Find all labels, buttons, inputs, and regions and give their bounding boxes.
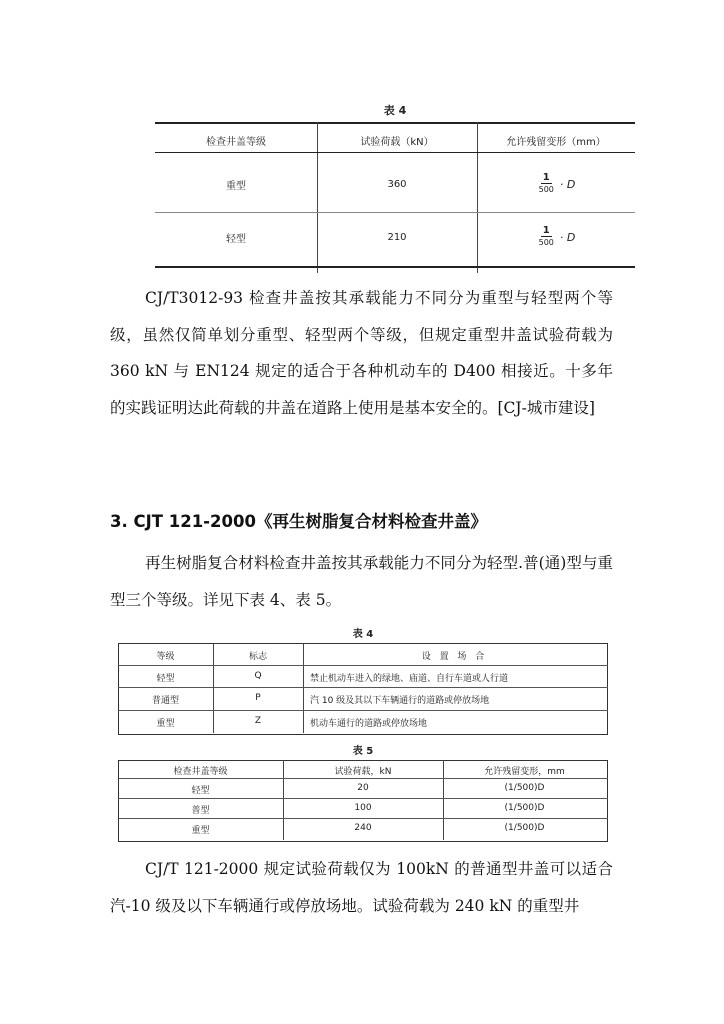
- row-usage: 机动车通行的道路或停放场地: [310, 719, 428, 729]
- row-deformation: (1/500)D: [504, 823, 545, 833]
- table-caption: 表 5: [352, 746, 374, 757]
- row-mark: Z: [254, 716, 262, 726]
- header-deformation: 允许残留变形（mm）: [506, 137, 606, 148]
- table-5-loads: [118, 742, 608, 842]
- paragraph-intro: 再生树脂复合材料检查井盖按其承载能力不同分为轻型.普(通)型与重型三个等级。详见下表 4、表 5。: [110, 554, 613, 609]
- row-grade: 轻型: [156, 674, 175, 684]
- row-grade: 普型: [191, 806, 210, 816]
- row-mark: P: [255, 693, 261, 703]
- row-deformation: $\frac{1}{500}$ · D: [538, 225, 576, 247]
- row-grade: 轻型: [226, 234, 246, 245]
- paragraph-cjt121: CJ/T 121-2000 规定试验荷载仅为 100kN 的普通型井盖可以适合汽-10 级及以下车辆通行或停放场地。试验荷载为 240 kN 的重型井: [110, 860, 613, 915]
- row-deformation: (1/500)D: [504, 803, 545, 813]
- row-load: 360: [387, 179, 407, 190]
- header-deformation: 允许残留变形，mm: [484, 767, 565, 777]
- row-load: 100: [354, 803, 372, 813]
- row-load: 210: [387, 232, 407, 243]
- row-grade: 重型: [191, 826, 210, 836]
- row-load: 240: [354, 823, 372, 833]
- header-grade: 检查井盖等级: [206, 137, 266, 148]
- row-grade: 重型: [156, 719, 175, 729]
- paragraph-cjt3012: CJ/T3012-93 检查井盖按其承载能力不同分为重型与轻型两个等级，虽然仅简单划分重型、轻型两个等级，但规定重型井盖试验荷载为 360 kN 与 EN124 规定的适合于各种机动车的 D400 相接近。十多年的实践证明达此荷载的井盖在道路上使用是基本安全的。[CJ-城市建设]: [110, 289, 613, 417]
- row-grade: 普通型: [151, 696, 179, 706]
- table-caption: 表 4: [383, 104, 407, 117]
- header-grade: 检查井盖等级: [173, 767, 228, 777]
- header-load: 试验荷载（kN）: [360, 137, 434, 148]
- row-deformation: (1/500)D: [504, 783, 545, 793]
- row-deformation: $\frac{1}{500}$ · D: [538, 172, 576, 194]
- header-load: 试验荷载，kN: [334, 767, 392, 777]
- table-4-scan: [155, 98, 635, 273]
- row-mark: Q: [254, 671, 262, 681]
- row-usage: 汽 10 级及其以下车辆通行的道路或停放场地: [310, 696, 490, 706]
- row-usage: 禁止机动车进入的绿地、庙道、自行车道或人行道: [310, 674, 509, 684]
- header-grade: 等级: [156, 652, 175, 662]
- section-heading: 3. CJT 121-2000《再生树脂复合材料检查井盖》: [110, 512, 487, 531]
- row-load: 20: [357, 783, 369, 793]
- table-caption: 表 4: [352, 629, 374, 640]
- header-usage: 设 置 场 合: [421, 652, 488, 662]
- header-mark: 标志: [248, 652, 267, 662]
- table-4-grades: [118, 625, 608, 740]
- row-grade: 轻型: [191, 786, 210, 796]
- row-grade: 重型: [226, 181, 246, 192]
